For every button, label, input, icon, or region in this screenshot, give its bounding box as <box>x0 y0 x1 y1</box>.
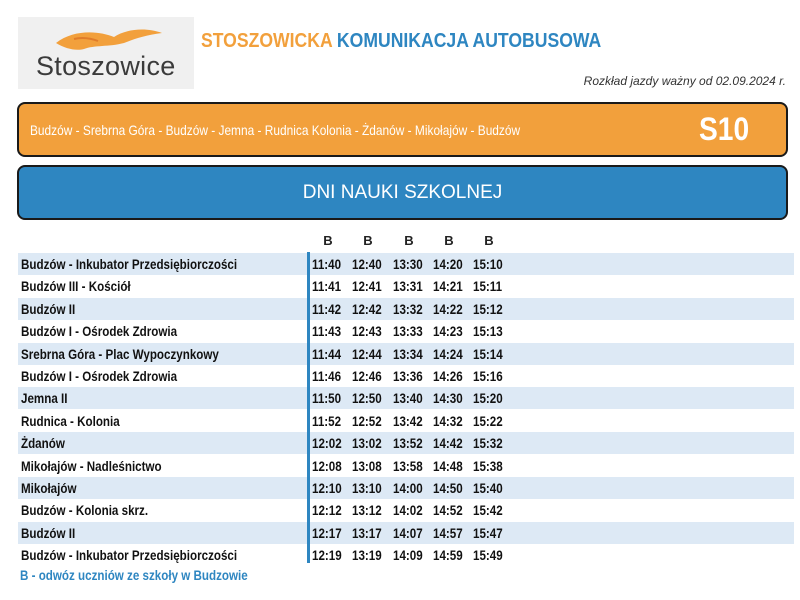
column-mark: B <box>363 233 373 248</box>
departure-time: 11:50 <box>312 391 342 407</box>
table-row <box>18 298 794 320</box>
table-row <box>18 275 794 297</box>
departure-time: 11:41 <box>312 279 342 295</box>
departure-time: 13:36 <box>393 369 423 384</box>
table-row <box>18 455 794 477</box>
stop-name: Budzów I - Ośrodek Zdrowia <box>21 369 178 384</box>
stop-name: Żdanów <box>21 436 65 452</box>
departure-time: 13:32 <box>393 301 423 317</box>
departure-time: 15:20 <box>473 391 503 407</box>
departure-time: 11:40 <box>312 257 342 272</box>
stop-name: Srebrna Góra - Plac Wypoczynkowy <box>21 346 219 362</box>
departure-time: 11:42 <box>312 301 342 317</box>
departure-time: 13:34 <box>393 346 423 362</box>
table-row <box>18 343 794 365</box>
departure-time: 15:40 <box>473 481 503 496</box>
table-row <box>18 410 794 432</box>
departure-time: 14:09 <box>393 548 423 564</box>
departure-time: 15:11 <box>473 279 503 295</box>
departure-time: 13:17 <box>352 525 382 541</box>
departure-time: 15:10 <box>473 257 503 272</box>
departure-time: 12:42 <box>352 301 382 317</box>
departure-time: 15:14 <box>473 346 503 362</box>
departure-time: 13:42 <box>393 413 423 429</box>
table-row <box>18 365 794 387</box>
route-banner <box>17 102 788 157</box>
departure-time: 13:33 <box>393 324 423 340</box>
departure-time: 14:48 <box>433 458 463 474</box>
column-mark: B <box>484 233 494 248</box>
departure-time: 13:12 <box>352 503 382 519</box>
departure-time: 13:58 <box>393 458 423 474</box>
departure-time: 14:22 <box>433 301 463 317</box>
brand-part-2: KOMUNIKACJA AUTOBUSOWA <box>336 30 602 52</box>
departure-time: 14:30 <box>433 391 463 407</box>
departure-time: 12:43 <box>352 324 382 340</box>
departure-time: 14:23 <box>433 324 463 340</box>
stop-name: Budzów - Kolonia skrz. <box>21 503 149 519</box>
validity-date: Rozkład jazdy ważny od 02.09.2024 r. <box>583 74 786 88</box>
departure-time: 12:17 <box>312 525 342 541</box>
route-stops: Budzów - Srebrna Góra - Budzów - Jemna - Rudnica Kolonia - Żdanów - Mikołajów - Budzów <box>30 122 521 138</box>
brand-title <box>201 30 601 53</box>
departure-time: 12:52 <box>352 413 382 429</box>
departure-time: 11:46 <box>312 369 342 384</box>
departure-time: 13:52 <box>393 436 423 452</box>
departure-time: 12:46 <box>352 369 382 384</box>
day-type-banner <box>17 165 788 220</box>
stop-name: Budzów II <box>21 525 76 541</box>
logo-text: Stoszowice <box>36 51 176 81</box>
departure-time: 13:30 <box>393 257 423 272</box>
day-type-label: DNI NAUKI SZKOLNEJ <box>302 182 503 203</box>
departure-time: 12:10 <box>312 481 342 496</box>
departure-time: 13:08 <box>352 458 382 474</box>
departure-time: 14:52 <box>433 503 463 519</box>
column-mark: B <box>323 233 333 248</box>
departure-time: 14:00 <box>393 481 423 496</box>
departure-time: 15:13 <box>473 324 503 340</box>
departure-time: 14:59 <box>433 548 463 564</box>
departure-time: 15:38 <box>473 458 503 474</box>
column-divider <box>307 252 310 563</box>
departure-time: 15:32 <box>473 436 503 452</box>
table-row <box>18 320 794 342</box>
departure-time: 15:12 <box>473 301 503 317</box>
line-number: S10 <box>699 111 750 147</box>
departure-time: 15:16 <box>473 369 503 384</box>
departure-time: 13:10 <box>352 481 382 496</box>
table-row <box>18 544 794 566</box>
logo <box>18 17 194 89</box>
stop-name: Budzów - Inkubator Przedsiębiorczości <box>21 548 238 564</box>
departure-time: 14:21 <box>433 279 463 295</box>
column-mark: B <box>404 233 414 248</box>
departure-time: 12:12 <box>312 503 342 519</box>
departure-time: 14:42 <box>433 436 463 452</box>
departure-time: 12:02 <box>312 436 342 452</box>
stop-name: Budzów - Inkubator Przedsiębiorczości <box>21 257 238 272</box>
departure-time: 15:49 <box>473 548 503 564</box>
table-row <box>18 387 794 409</box>
departure-time: 15:22 <box>473 413 503 429</box>
departure-time: 15:42 <box>473 503 503 519</box>
departure-time: 15:47 <box>473 525 503 541</box>
column-mark: B <box>444 233 454 248</box>
departure-time: 11:44 <box>312 346 342 362</box>
departure-time: 14:26 <box>433 369 463 384</box>
stop-name: Jemna II <box>21 391 68 407</box>
departure-time: 12:50 <box>352 391 382 407</box>
departure-time: 14:02 <box>393 503 423 519</box>
stop-name: Budzów I - Ośrodek Zdrowia <box>21 324 178 340</box>
stop-name: Rudnica - Kolonia <box>21 413 120 429</box>
departure-time: 14:57 <box>433 525 463 541</box>
departure-time: 13:02 <box>352 436 382 452</box>
departure-time: 13:40 <box>393 391 423 407</box>
brand-part-1: STOSZOWICKA <box>201 30 333 52</box>
departure-time: 12:40 <box>352 257 382 272</box>
departure-time: 14:07 <box>393 525 423 541</box>
departure-time: 12:44 <box>352 346 382 362</box>
departure-time: 14:24 <box>433 346 463 362</box>
stop-name: Budzów III - Kościół <box>21 279 131 295</box>
departure-time: 12:19 <box>312 548 342 564</box>
stop-name: Budzów II <box>21 301 76 317</box>
departure-time: 12:41 <box>352 279 382 295</box>
table-row <box>18 522 794 544</box>
table-row <box>18 499 794 521</box>
departure-time: 14:20 <box>433 257 463 272</box>
table-row <box>18 432 794 454</box>
departure-time: 11:43 <box>312 324 342 340</box>
departure-time: 14:32 <box>433 413 463 429</box>
departure-time: 11:52 <box>312 413 342 429</box>
departure-time: 13:31 <box>393 279 423 295</box>
departure-time: 12:08 <box>312 458 342 474</box>
stop-name: Mikołajów <box>21 481 77 496</box>
table-row <box>18 253 794 275</box>
stop-name: Mikołajów - Nadleśnictwo <box>21 458 162 474</box>
departure-time: 13:19 <box>352 548 382 564</box>
departure-time: 14:50 <box>433 481 463 496</box>
table-row <box>18 477 794 499</box>
footnote: B - odwóz uczniów ze szkoły w Budzowie <box>20 568 248 583</box>
